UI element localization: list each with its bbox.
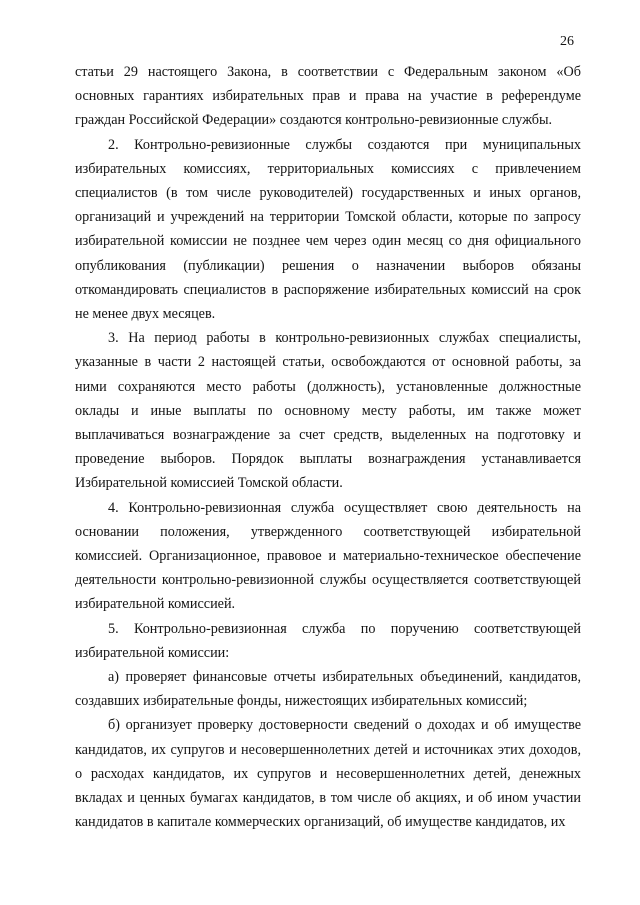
paragraph-4: 4. Контрольно-ревизионная служба осуществляет свою деятельность на основании положения, утвержденного соответствующей избирательной комиссией. Организационное, правовое и материально-техническое обеспечение деятельности контрольно-ревизионной службы осуществляется соответствующей избирательной комиссией. [75, 499, 581, 613]
paragraph-5a: а) проверяет финансовые отчеты избирательных объединений, кандидатов, создавших избирательные фонды, нижестоящих избирательных комиссий; [75, 669, 581, 710]
paragraph-3: 3. На период работы в контрольно-ревизионных службах специалисты, указанные в части 2 настоящей статьи, освобождаются от основной работы, за ними сохраняются место работы (должность), установленные должностные оклады и иные выплаты по основному месту работы, им также может выплачиваться вознаграждение за счет средств, выделенных на подготовку и проведение выборов. Порядок выплаты вознаграждения устанавливается Избирательной комиссией Томской области. [75, 330, 581, 492]
paragraph-continuation: статьи 29 настоящего Закона, в соответствии с Федеральным законом «Об основных гарантиях избирательных прав и права на участие в референдуме граждан Российской Федерации» создаются контрольно-ревизионные службы. [75, 64, 581, 129]
paragraph-2: 2. Контрольно-ревизионные службы создаются при муниципальных избирательных комиссиях, территориальных комиссиях с привлечением специалистов (в том числе руководителей) государственных и иных органов, организаций и учреждений на территории Томской области, которые по запросу избирательной комиссии не позднее чем через один месяц со дня официального опубликования (публикации) решения о назначении выборов обязаны откомандировать специалистов в распоряжение избирательных комиссий на срок не менее двух месяцев. [75, 136, 581, 323]
paragraph-5: 5. Контрольно-ревизионная служба по поручению соответствующей избирательной комиссии: [75, 620, 581, 661]
page-number: 26 [560, 34, 574, 49]
paragraph-5b: б) организует проверку достоверности сведений о доходах и об имуществе кандидатов, их супругов и несовершеннолетних детей и источниках этих доходов, о расходах кандидатов, их супругов и несовершеннолетних детей, денежных вкладах и ценных бумагах кандидатов, в том числе об акциях, и об ином участии кандидатов в капитале коммерческих организаций, об имуществе кандидатов, их [75, 717, 581, 831]
document-body [75, 60, 581, 835]
